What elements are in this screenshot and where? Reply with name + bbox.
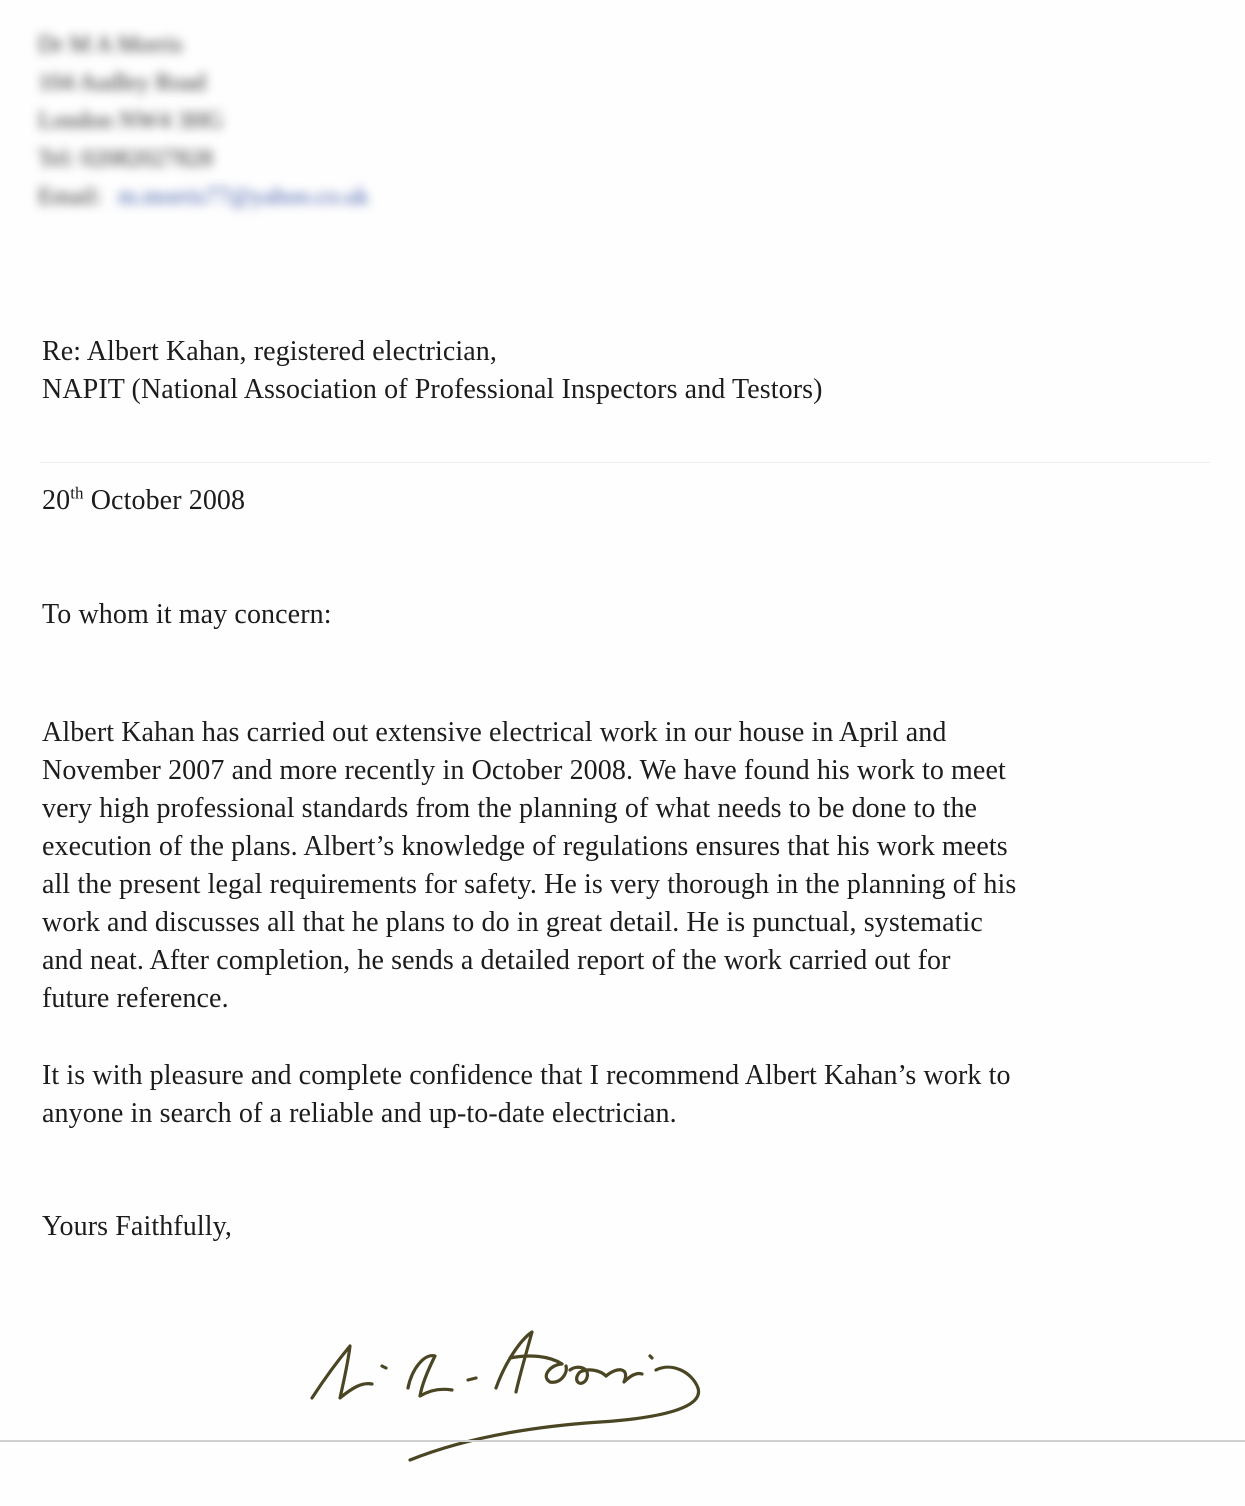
- tel-label: Tel:: [38, 146, 75, 172]
- subject-line-1: Re: Albert Kahan, registered electrician,: [42, 336, 498, 367]
- body-line: future reference.: [42, 983, 229, 1014]
- closing-paragraph: [42, 1057, 1212, 1133]
- page-bottom-edge: [0, 1440, 1245, 1442]
- sender-name: Dr M A Morris: [38, 32, 183, 58]
- body-line: execution of the plans. Albert’s knowledge of regulations ensures that his work meets: [42, 831, 1008, 862]
- tel-value: 02082027828: [80, 146, 213, 172]
- sender-email: [38, 178, 518, 216]
- closing-line: It is with pleasure and complete confidence that I recommend Albert Kahan’s work to: [42, 1060, 1011, 1091]
- date-day: 20: [42, 485, 71, 516]
- body-line: November 2007 and more recently in October 2008. We have found his work to meet: [42, 755, 1006, 786]
- email-value: m.morris77@yahoo.co.uk: [117, 184, 369, 210]
- subject-block: [42, 333, 823, 409]
- sender-city: London NW4 3HG: [38, 108, 224, 134]
- body-line: Albert Kahan has carried out extensive electrical work in our house in April and: [42, 717, 947, 748]
- email-label: Email:: [38, 184, 102, 210]
- sender-street: 104 Audley Road: [38, 70, 206, 96]
- sender-telephone: [38, 140, 518, 178]
- body-line: all the present legal requirements for safety. He is very thorough in the planning of his: [42, 869, 1017, 900]
- closing-line: anyone in search of a reliable and up-to-date electrician.: [42, 1098, 677, 1129]
- scan-divider: [40, 462, 1210, 463]
- body-line: and neat. After completion, he sends a detailed report of the work carried out for: [42, 945, 951, 976]
- date-suffix: th: [70, 483, 84, 503]
- letter-date: [42, 482, 245, 520]
- body-paragraph: [42, 714, 1212, 1018]
- sign-off: Yours Faithfully,: [42, 1211, 232, 1242]
- body-line: work and discusses all that he plans to do in great detail. He is punctual, systematic: [42, 907, 983, 938]
- salutation: To whom it may concern:: [42, 599, 332, 630]
- subject-line-2: NAPIT (National Association of Professional Inspectors and Testors): [42, 374, 823, 405]
- body-line: very high professional standards from the planning of what needs to be done to the: [42, 793, 978, 824]
- sender-address-block: [38, 26, 518, 216]
- date-rest: October 2008: [83, 485, 246, 516]
- handwritten-signature: [300, 1318, 720, 1478]
